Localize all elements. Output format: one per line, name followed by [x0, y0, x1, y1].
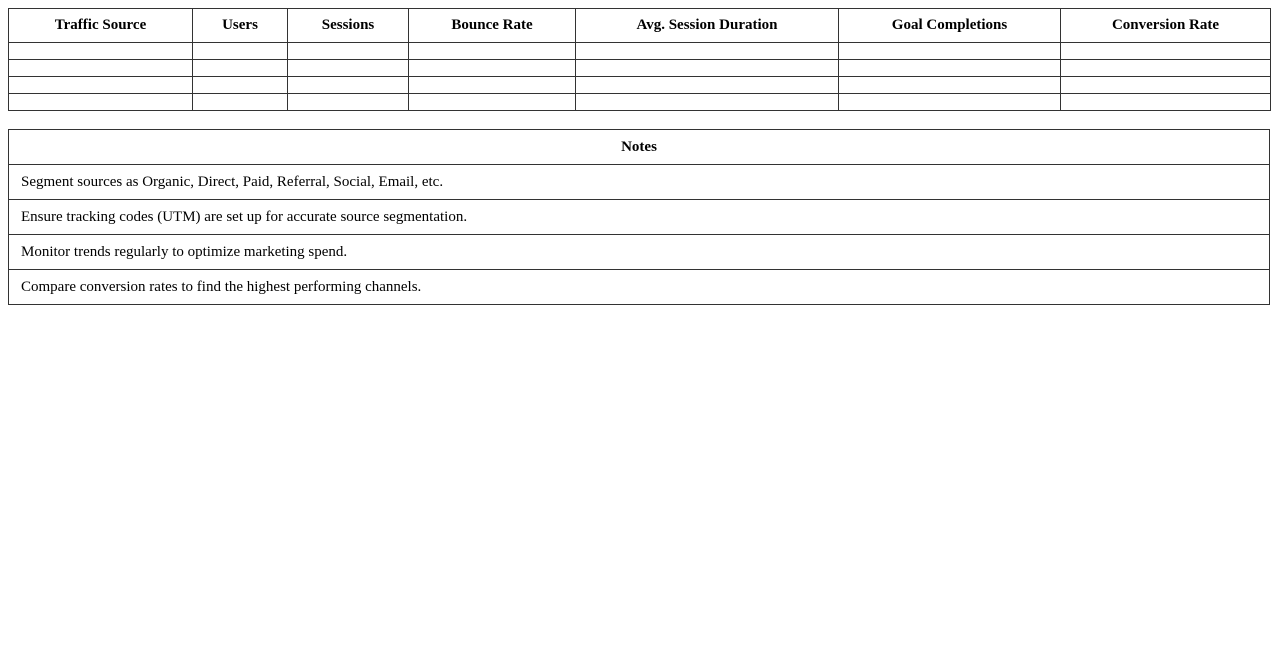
table-cell — [576, 94, 839, 111]
table-cell — [288, 94, 409, 111]
notes-row — [9, 270, 1270, 305]
header-goal-completions: Goal Completions — [839, 9, 1061, 43]
note-item: Ensure tracking codes (UTM) are set up for accurate source segmentation. — [9, 200, 1270, 235]
header-bounce-rate: Bounce Rate — [409, 9, 576, 43]
table-cell — [288, 77, 409, 94]
page-content — [8, 8, 1270, 305]
notes-row — [9, 165, 1270, 200]
table-cell — [9, 94, 193, 111]
notes-header: Notes — [9, 130, 1270, 165]
table-cell — [409, 60, 576, 77]
table-cell — [288, 43, 409, 60]
traffic-source-table — [8, 8, 1271, 111]
note-item: Monitor trends regularly to optimize marketing spend. — [9, 235, 1270, 270]
table-header-row — [9, 9, 1271, 43]
notes-table — [8, 129, 1270, 305]
table-cell — [409, 43, 576, 60]
table-cell — [1061, 77, 1271, 94]
table-cell — [193, 60, 288, 77]
notes-header-row — [9, 130, 1270, 165]
header-conversion-rate: Conversion Rate — [1061, 9, 1271, 43]
table-cell — [288, 60, 409, 77]
note-item: Segment sources as Organic, Direct, Paid, Referral, Social, Email, etc. — [9, 165, 1270, 200]
table-cell — [1061, 60, 1271, 77]
table-cell — [9, 77, 193, 94]
table-cell — [839, 94, 1061, 111]
table-cell — [1061, 94, 1271, 111]
table-row — [9, 43, 1271, 60]
table-cell — [839, 77, 1061, 94]
header-sessions: Sessions — [288, 9, 409, 43]
header-users: Users — [193, 9, 288, 43]
table-cell — [1061, 43, 1271, 60]
table-cell — [839, 60, 1061, 77]
table-row — [9, 94, 1271, 111]
table-cell — [576, 60, 839, 77]
header-traffic-source: Traffic Source — [9, 9, 193, 43]
table-cell — [576, 43, 839, 60]
table-row — [9, 77, 1271, 94]
table-cell — [409, 77, 576, 94]
notes-row — [9, 235, 1270, 270]
table-cell — [576, 77, 839, 94]
table-cell — [193, 94, 288, 111]
table-cell — [193, 43, 288, 60]
table-cell — [9, 43, 193, 60]
table-cell — [193, 77, 288, 94]
note-item: Compare conversion rates to find the highest performing channels. — [9, 270, 1270, 305]
table-cell — [409, 94, 576, 111]
notes-row — [9, 200, 1270, 235]
header-avg-session-duration: Avg. Session Duration — [576, 9, 839, 43]
table-row — [9, 60, 1271, 77]
table-cell — [839, 43, 1061, 60]
table-cell — [9, 60, 193, 77]
